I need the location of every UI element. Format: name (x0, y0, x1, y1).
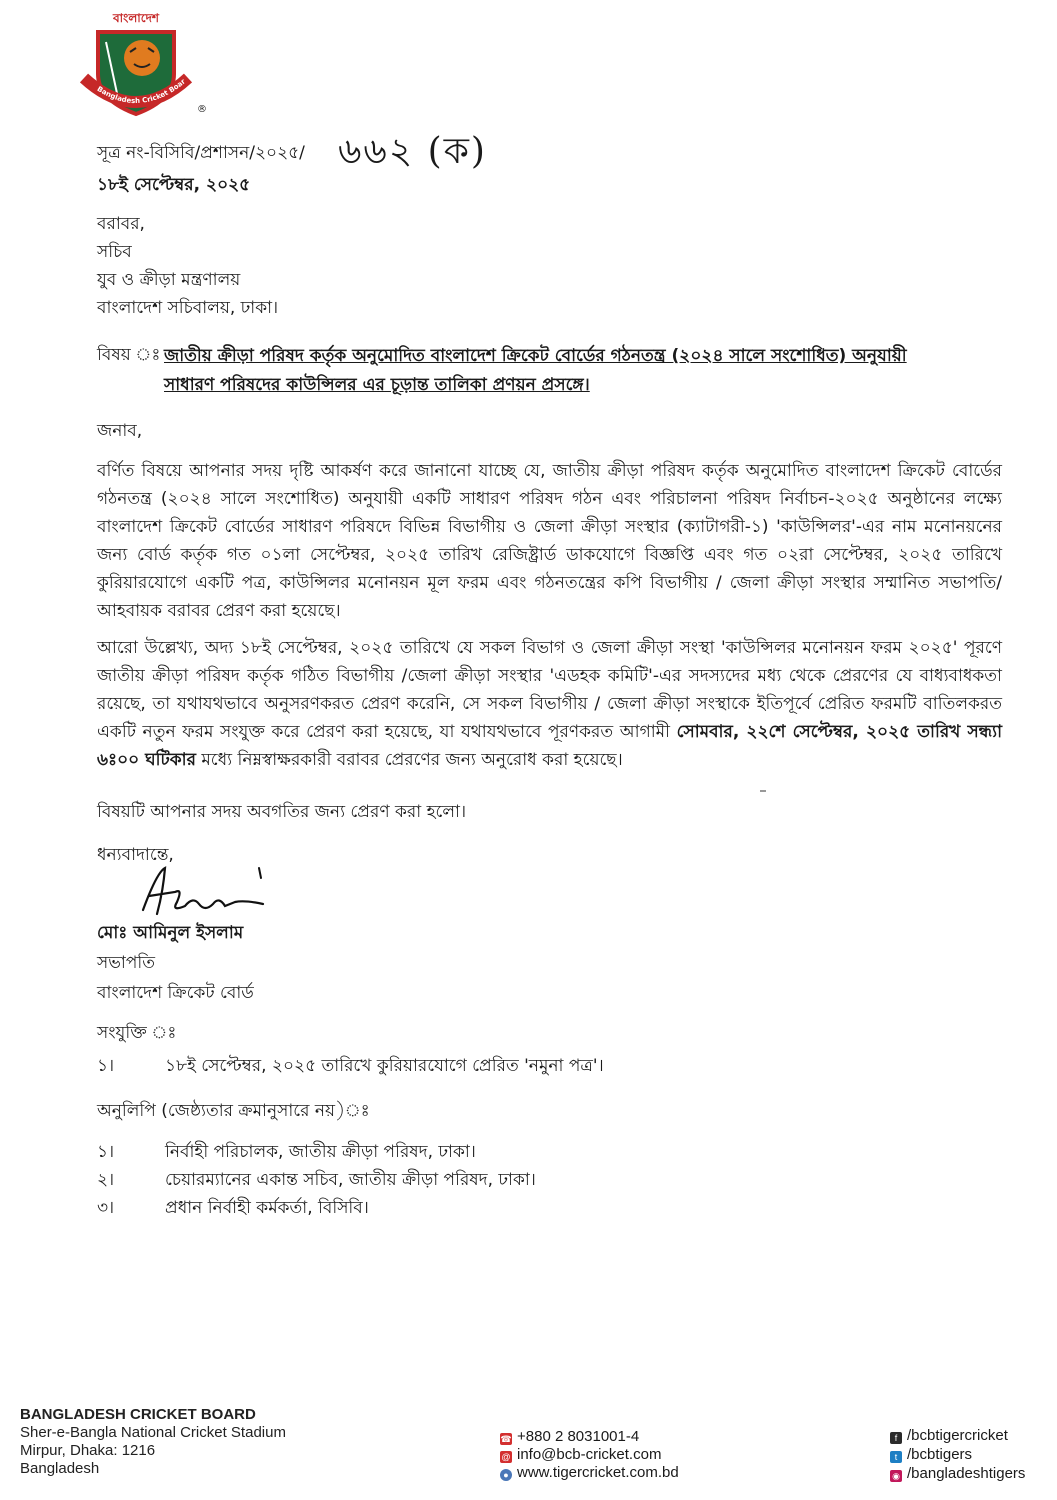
p2-start: আরো উল্লেখ্য, অদ্য ১৮ই সেপ্টেম্বর, ২০২৫ তারিখে যে সকল বিভাগ ও জেলা ক্রীড়া সংস্থা 'কাউন্সিলর মনোনয়ন ফরম ২০২৫' পূরণে জাতীয় ক্রীড়া পরিষদ কর্তৃক গঠিত বিভাগীয় /জেলা ক্রীড়া সংস্থার 'এডহক কমিটি'-এর সদস্যদের মধ্য থেকে প্রেরণের যে বাধ্যবাধকতা রয়েছে, তা যথাযথভাবে অনুসরণকরত প্রেরণ করেনি, সে সকল বিভাগীয় / জেলা ক্রীড়া সংস্থাকে ইতিপূর্বে প্রেরিত ফরমটি বাতিলকরত একটি নতুন ফরম সংযুক্ত করে প্রেরণ করা হয়েছে, যা যথাযথভাবে পূরণকরত আগামী (97, 638, 1002, 742)
body-paragraph-3: বিষয়টি আপনার সদয় অবগতির জন্য প্রেরণ করা হলো। (97, 802, 467, 822)
logo-top-text: বাংলাদেশ (113, 11, 159, 25)
body-paragraph-2 (97, 634, 1002, 774)
footer-website[interactable]: www.tigercricket.com.bd (517, 1464, 679, 1481)
signer-org: বাংলাদেশ ক্রিকেট বোর্ড (97, 983, 254, 1003)
item-text: প্রধান নির্বাহী কর্মকর্তা, বিসিবি। (165, 1198, 369, 1218)
item-text: ১৮ই সেপ্টেম্বর, ২০২৫ তারিখে কুরিয়ারযোগে প্রেরিত 'নমুনা পত্র'। (165, 1056, 604, 1076)
address-line: যুব ও ক্রীড়া মন্ত্রণালয় (97, 270, 241, 290)
address-line: বরাবর, (97, 214, 145, 234)
footer-instagram[interactable]: /bangladeshtigers (907, 1465, 1026, 1482)
signer-block (97, 918, 254, 1008)
email-icon: @ (501, 1452, 511, 1462)
footer-address-line: Sher-e-Bangla National Cricket Stadium (20, 1424, 286, 1441)
footer-social (890, 1426, 1025, 1483)
footer-twitter[interactable]: /bcbtigers (907, 1446, 973, 1463)
footer-org-name: BANGLADESH CRICKET BOARD (20, 1406, 256, 1423)
footer-contact (500, 1428, 679, 1482)
item-number: ২। (97, 1170, 115, 1190)
address-line: সচিব (97, 242, 132, 262)
speck (760, 790, 766, 792)
recipient-address (97, 210, 278, 322)
footer-facebook[interactable]: /bcbtigercricket (907, 1427, 1008, 1444)
footer-phone[interactable]: +880 2 8031001-4 (517, 1428, 640, 1445)
subject-line-2: সাধারণ পরিষদের কাউন্সিলর এর চূড়ান্ত তালিকা প্রণয়ন প্রসঙ্গে। (164, 375, 590, 395)
salutation: জনাব, (97, 421, 143, 441)
phone-icon: ☎ (500, 1434, 512, 1444)
registered-mark: ® (197, 104, 207, 115)
item-number: ১। (97, 1142, 115, 1162)
item-text: চেয়ারম্যানের একান্ত সচিব, জাতীয় ক্রীড়া পরিষদ, ঢাকা। (165, 1170, 536, 1190)
instagram-icon: ◉ (890, 1470, 902, 1482)
body-paragraph-1: বর্ণিত বিষয়ে আপনার সদয় দৃষ্টি আকর্ষণ করে জানানো যাচ্ছে যে, জাতীয় ক্রীড়া পরিষদ কর্তৃক অনুমোদিত বাংলাদেশ ক্রিকেট বোর্ডের গঠনতন্ত্র (২০২৪ সালে সংশোধিত) অনুযায়ী একটি সাধারণ পরিষদ গঠন এবং পরিচালনা পরিষদ নির্বাচন-২০২৫ অনুষ্ঠানের লক্ষ্যে বাংলাদেশ ক্রিকেট বোর্ডের সাধারণ পরিষদে বিভিন্ন বিভাগীয় ও জেলা ক্রীড়া সংস্থার (ক্যাটাগরী-১) 'কাউন্সিলর'-এর নাম মনোনয়নের জন্য বোর্ড কর্তৃক গত ০১লা সেপ্টেম্বর, ২০২৫ তারিখ রেজিষ্ট্রার্ড ডাকযোগে বিজ্ঞপ্তি এবং গত ০২রা সেপ্টেম্বর, ২০২৫ তারিখে কুরিয়ারযোগে একটি পত্র, কাউন্সিলর মনোনয়ন মূল ফরম এবং গঠনতন্ত্রের কপি বিভাগীয় / জেলা ক্রীড়া সংস্থার সম্মানিত সভাপতি/ আহবায়ক বরাবর প্রেরণ করা হয়েছে। (97, 461, 1002, 621)
p2-deadline: সোমবার, ২২শে সেপ্টেম্বর, ২০২৫ তারিখ সন্ধ্যা ৬ঃ০০ ঘটিকার (97, 722, 1002, 770)
globe-icon: ● (500, 1469, 512, 1481)
copy-item (97, 1166, 536, 1194)
twitter-icon: t (890, 1451, 902, 1463)
subject-text (164, 342, 907, 400)
signer-title: সভাপতি (97, 953, 155, 973)
copy-item (97, 1138, 476, 1166)
handwritten-reference-number: ৬৬২ (ক) (338, 131, 487, 172)
footer-address-line: Bangladesh (20, 1460, 100, 1477)
address-line: বাংলাদেশ সচিবালয়, ঢাকা। (97, 298, 279, 318)
reference-prefix: সূত্র নং-বিসিবি/প্রশাসন/২০২৫/ (97, 143, 305, 163)
footer-email[interactable]: info@bcb-cricket.com (517, 1446, 662, 1463)
item-number: ৩। (97, 1198, 115, 1218)
copy-item (97, 1194, 369, 1222)
bcb-logo (76, 8, 196, 120)
signature (135, 862, 285, 924)
p2-end: মধ্যে নিম্নস্বাক্ষরকারী বরাবর প্রেরণের জন্য অনুরোধ করা হয়েছে। (195, 750, 623, 770)
closing: ধন্যবাদান্তে, (97, 845, 174, 865)
copies-heading: অনুলিপি (জেষ্ঠ্যতার ক্রমানুসারে নয়)ঃ (97, 1101, 370, 1121)
attachment-item (97, 1052, 604, 1080)
subject-line-1: জাতীয় ক্রীড়া পরিষদ কর্তৃক অনুমোদিত বাংলাদেশ ক্রিকেট বোর্ডের গঠনতন্ত্র (২০২৪ সালে সংশোধিত) অনুযায়ী (164, 346, 907, 366)
item-number: ১। (97, 1056, 115, 1076)
facebook-icon: f (890, 1432, 902, 1444)
signer-name: মোঃ আমিনুল ইসলাম (97, 923, 244, 943)
logo-band-text: Bangladesh Cricket Boar (95, 77, 188, 106)
item-text: নির্বাহী পরিচালক, জাতীয় ক্রীড়া পরিষদ, ঢাকা। (165, 1142, 476, 1162)
subject-label: বিষয় ঃ (97, 345, 161, 365)
footer-organization (20, 1406, 286, 1478)
footer-address-line: Mirpur, Dhaka: 1216 (20, 1442, 156, 1459)
letter-date: ১৮ই সেপ্টেম্বর, ২০২৫ (97, 175, 251, 195)
attachments-heading: সংযুক্তি ঃ (97, 1023, 177, 1043)
